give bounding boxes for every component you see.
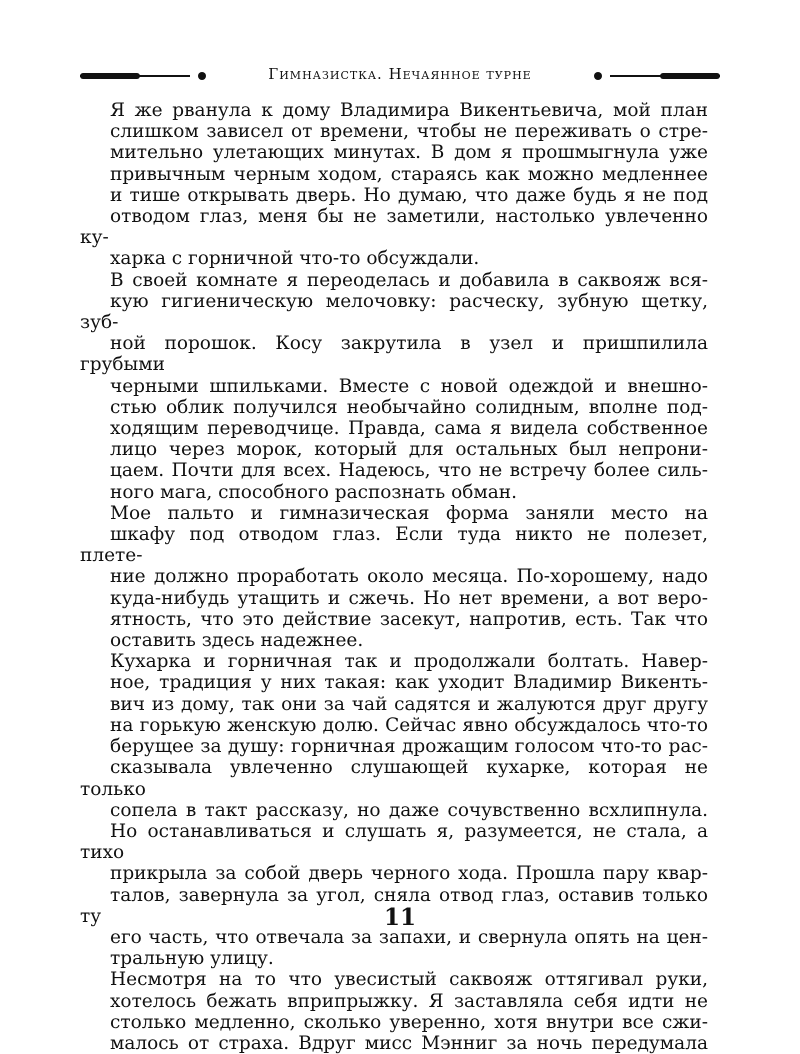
text-line: хотелось бежать вприпрыжку. Я заставляла себя идти не (110, 990, 708, 1012)
header-right-ornament (610, 75, 720, 77)
text-line: стью облик получился необычайно солидным, вполне под- (110, 396, 708, 418)
text-line: Я же рванула к дому Владимира Викентьевича, мой план (110, 100, 708, 121)
text-line: и тише открывать дверь. Но думаю, что даже будь я не под (110, 184, 708, 206)
paragraph (80, 503, 708, 651)
text-line: талов, завернула за угол, сняла отвод глаз, оставив только ту (80, 884, 708, 927)
text-line: ходящим переводчице. Правда, сама я видела собственное (110, 418, 708, 440)
text-line: черными шпильками. Вместе с новой одеждой и внешно- (110, 375, 708, 397)
text-line: берущее за душу: горничная дрожащим голосом что-то рас- (110, 736, 708, 758)
text-line: ное, традиция у них такая: как уходит Владимир Викенть- (110, 672, 708, 694)
text-line: цаем. Почти для всех. Надеюсь, что не встречу более силь- (110, 460, 708, 482)
text-line: вич из дому, так они за чай садятся и жалуются друг другу (110, 693, 708, 715)
text-line: харка с горничной что-то обсуждали. (110, 248, 480, 270)
text-line: ной порошок. Косу закрутила в узел и пришпилила грубыми (80, 333, 708, 376)
paragraph (80, 969, 708, 1054)
text-line: прикрыла за собой дверь черного хода. Прошла пару квар- (110, 863, 708, 885)
running-title: Гимназистка. Нечаянное турне (268, 65, 532, 83)
header-left-dot (198, 72, 206, 80)
text-line: тральную улицу. (110, 948, 274, 970)
text-line: сопела в такт рассказу, но даже сочувственно всхлипнула. (110, 799, 708, 821)
header-right-dot (594, 72, 602, 80)
text-line: мительно улетающих минутах. В дом я прошмыгнула уже (110, 142, 708, 164)
paragraph (80, 100, 708, 270)
text-line: Несмотря на то что увесистый саквояж оттягивал руки, (110, 969, 708, 991)
text-line: шкафу под отводом глаз. Если туда никто не полезет, плете- (80, 524, 708, 567)
text-line: Кухарка и горничная так и продолжали болтать. Навер- (110, 651, 708, 673)
text-line: слишком зависел от времени, чтобы не переживать о стре- (110, 121, 708, 143)
text-line: Мое пальто и гимназическая форма заняли место на (110, 502, 708, 524)
text-line: его часть, что отвечала за запахи, и свернула опять на цен- (110, 926, 708, 948)
text-line: ного мага, способного распознать обман. (110, 481, 517, 503)
text-line: В своей комнате я переоделась и добавила в саквояж вся- (110, 269, 708, 291)
header-left-ornament (80, 75, 190, 77)
text-line: отводом глаз, меня бы не заметили, настолько увлеченно ку- (80, 206, 708, 249)
page-number: 11 (383, 904, 416, 931)
text-line: столько медленно, сколько уверенно, хотя внутри все сжи- (110, 1011, 708, 1033)
text-line: кую гигиеническую мелочовку: расческу, зубную щетку, зуб- (80, 290, 708, 334)
text-line: на горькую женскую долю. Сейчас явно обсуждалось что-то (110, 714, 708, 736)
text-line: сказывала увлеченно слушающей кухарке, которая не только (80, 757, 708, 800)
text-line: Но останавливаться и слушать я, разумеется, не стала, а тихо (80, 820, 708, 864)
text-line: лицо через морок, который для остальных был непрони- (110, 439, 708, 461)
text-line: ятность, что это действие засекут, напротив, есть. Так что (110, 608, 708, 630)
running-header (80, 64, 720, 88)
text-line: ние должно проработать около месяца. По-хорошему, надо (110, 566, 708, 588)
text-line: малось от страха. Вдруг мисс Мэнниг за ночь передумала (110, 1032, 708, 1054)
text-line: куда-нибудь утащить и сжечь. Но нет времени, а вот веро- (110, 587, 708, 609)
text-line: привычным черным ходом, стараясь как можно медленнее (110, 163, 708, 185)
paragraph (80, 270, 708, 503)
text-line: оставить здесь надежнее. (110, 630, 364, 652)
